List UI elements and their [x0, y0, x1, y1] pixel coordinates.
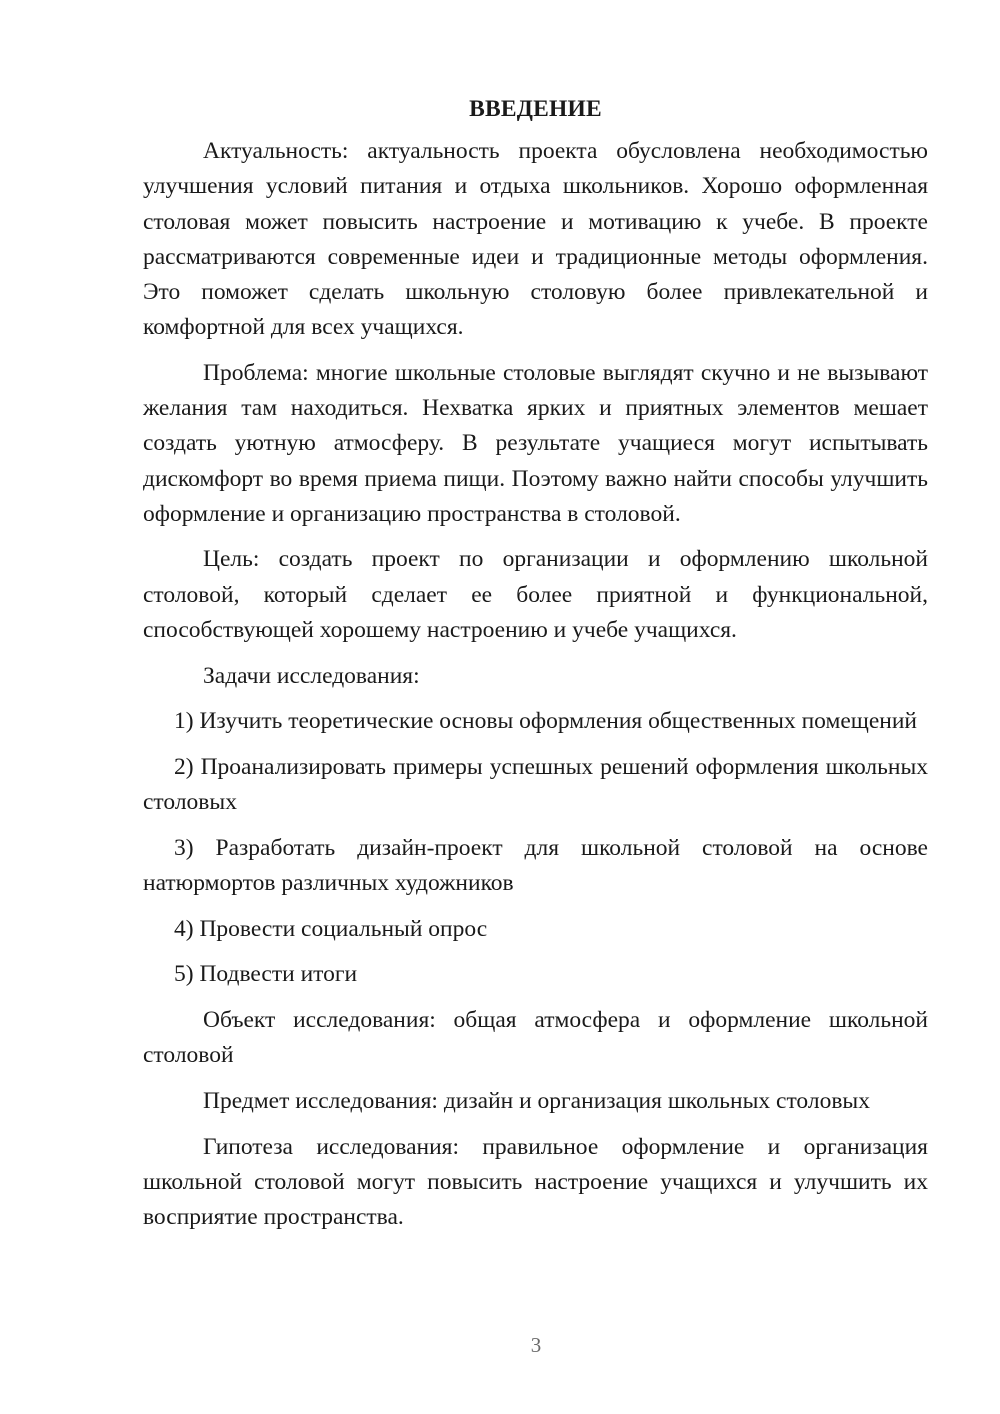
- paragraph-subject: Предмет исследования: дизайн и организация школьных столовых: [203, 1088, 870, 1115]
- task-item-3: 3) Разработать дизайн-проект для школьной столовой на основе натюрмортов различных художников: [143, 834, 928, 897]
- paragraph-hypothesis: Гипотеза исследования: правильное оформление и организация школьной столовой могут повысить настроение учащихся и улучшить их восприятие пространства.: [143, 1133, 928, 1231]
- tasks-heading: Задачи исследования:: [203, 662, 420, 689]
- document-page: [143, 92, 928, 1246]
- task-item-2: 2) Проанализировать примеры успешных решений оформления школьных столовых: [143, 753, 928, 816]
- section-title: ВВЕДЕНИЕ: [469, 96, 602, 122]
- task-item-5: 5) Подвести итоги: [174, 961, 358, 988]
- task-item-1: 1) Изучить теоретические основы оформления общественных помещений: [174, 708, 918, 735]
- page-number: 3: [530, 1333, 542, 1357]
- paragraph-object: Объект исследования: общая атмосфера и оформление школьной столовой: [143, 1007, 928, 1069]
- paragraph-goal: Цель: создать проект по организации и оформлению школьной столовой, который сделает ее более приятной и функциональной, способствующей хорошему настроению и учебе учащихся.: [143, 546, 928, 643]
- paragraph-problem: Проблема: многие школьные столовые выглядят скучно и не вызывают желания там находиться. Нехватка ярких и приятных элементов мешает создать уютную атмосферу. В результате учащиеся могут испытывать дискомфорт во время приема пищи. Поэтому важно найти способы улучшить оформление и организацию пространства в столовой.: [143, 359, 928, 527]
- task-item-4: 4) Провести социальный опрос: [174, 915, 488, 942]
- paragraph-relevance: Актуальность: актуальность проекта обусловлена необходимостью улучшения условий питания и отдыха школьников. Хорошо оформленная столовая может повысить настроение и мотивацию к учебе. В проекте рассматриваются современные идеи и традиционные методы оформления. Это поможет сделать школьную столовую более привлекательной и комфортной для всех учащихся.: [143, 138, 928, 341]
